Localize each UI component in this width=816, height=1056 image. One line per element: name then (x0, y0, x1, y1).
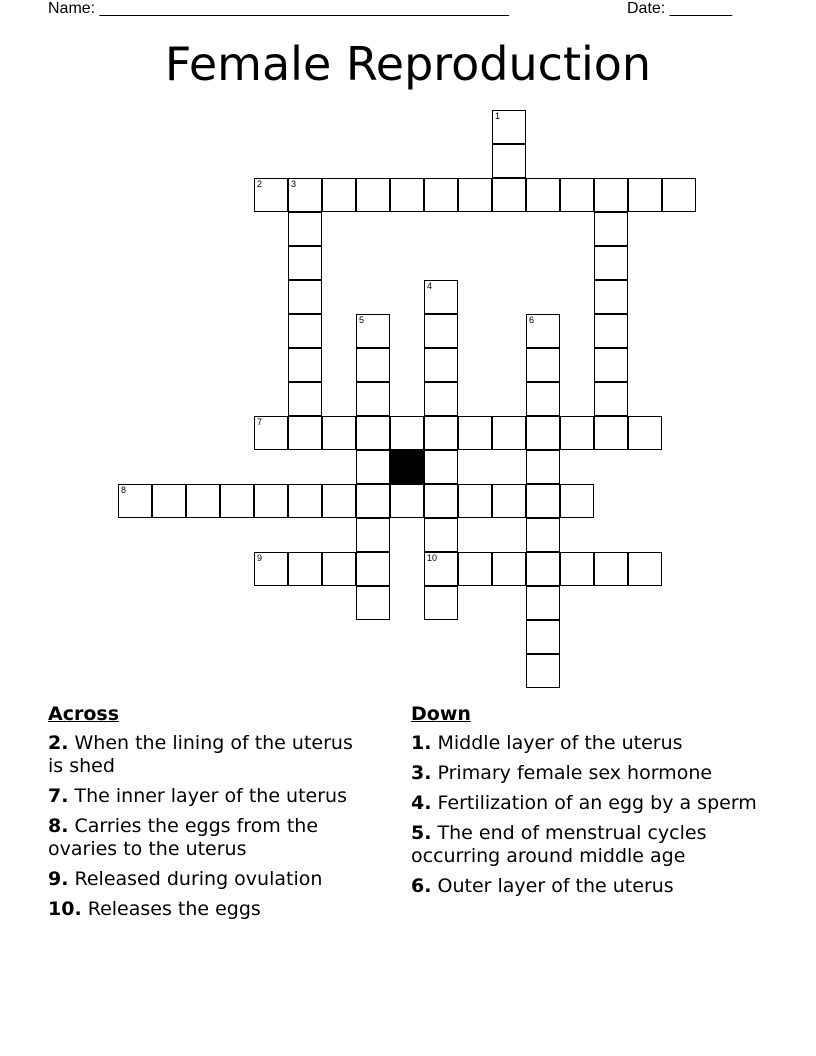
clue-text: Releases the eggs (87, 898, 261, 920)
grid-cell[interactable] (254, 178, 288, 212)
grid-cell[interactable] (356, 586, 390, 620)
clue-text: Fertilization of an egg by a sperm (437, 792, 757, 814)
black-square (390, 450, 424, 484)
grid-cell[interactable] (152, 484, 186, 518)
grid-cell[interactable] (288, 212, 322, 246)
grid-cell[interactable] (492, 178, 526, 212)
grid-cell[interactable] (254, 484, 288, 518)
page-title: Female Reproduction (164, 37, 652, 91)
clue-number-label: 10 (427, 553, 438, 563)
grid-cell[interactable] (526, 552, 560, 586)
grid-cell[interactable] (526, 620, 560, 654)
across-clues (48, 703, 368, 928)
across-clue (48, 732, 368, 778)
grid-cell[interactable] (458, 178, 492, 212)
clue-text: When the lining of the uterus is shed (48, 732, 353, 777)
grid-cell[interactable] (560, 484, 594, 518)
grid-cell[interactable] (424, 586, 458, 620)
grid-cell[interactable] (458, 552, 492, 586)
grid-cell[interactable] (322, 484, 356, 518)
clue-number: 7. (48, 785, 69, 807)
clue-number: 6. (411, 875, 432, 897)
clue-number: 10. (48, 898, 82, 920)
grid-cell[interactable] (254, 552, 288, 586)
grid-cell[interactable] (220, 484, 254, 518)
grid-cell[interactable] (390, 484, 424, 518)
across-clue (48, 898, 368, 921)
grid-cell[interactable] (288, 314, 322, 348)
clue-text: The inner layer of the uterus (74, 785, 347, 807)
grid-cell[interactable] (322, 552, 356, 586)
down-clue (411, 792, 771, 815)
clue-number: 8. (48, 815, 69, 837)
clue-number-label: 7 (257, 417, 263, 427)
clue-number-label: 1 (495, 111, 501, 121)
clue-number-label: 9 (257, 553, 263, 563)
grid-cell[interactable] (628, 416, 662, 450)
clue-text: Outer layer of the uterus (437, 875, 674, 897)
grid-cell[interactable] (628, 178, 662, 212)
clue-number: 4. (411, 792, 432, 814)
grid-cell[interactable] (662, 178, 696, 212)
grid-cell[interactable] (526, 178, 560, 212)
grid-cell[interactable] (356, 518, 390, 552)
grid-cell[interactable] (526, 586, 560, 620)
grid-cell[interactable] (288, 484, 322, 518)
grid-cell[interactable] (492, 552, 526, 586)
down-clue (411, 762, 771, 785)
clue-number-label: 8 (121, 485, 127, 495)
grid-cell[interactable] (118, 484, 152, 518)
grid-cell[interactable] (594, 348, 628, 382)
down-clue (411, 822, 771, 868)
clue-number: 5. (411, 822, 432, 844)
clue-number-label: 3 (291, 179, 297, 189)
grid-cell[interactable] (594, 382, 628, 416)
grid-cell[interactable] (594, 552, 628, 586)
down-clue (411, 732, 771, 755)
grid-cell[interactable] (424, 552, 458, 586)
grid-cell[interactable] (526, 416, 560, 450)
date-field[interactable]: Date: _______ (627, 0, 732, 17)
grid-cell[interactable] (322, 416, 356, 450)
grid-cell[interactable] (594, 246, 628, 280)
grid-cell[interactable] (288, 246, 322, 280)
grid-cell[interactable] (356, 484, 390, 518)
grid-cell[interactable] (288, 178, 322, 212)
grid-cell[interactable] (526, 450, 560, 484)
grid-cell[interactable] (186, 484, 220, 518)
grid-cell[interactable] (526, 382, 560, 416)
grid-cell[interactable] (560, 178, 594, 212)
grid-cell[interactable] (526, 654, 560, 688)
grid-cell[interactable] (390, 416, 424, 450)
grid-cell[interactable] (390, 178, 424, 212)
grid-cell[interactable] (424, 280, 458, 314)
across-clue (48, 785, 368, 808)
grid-cell[interactable] (356, 314, 390, 348)
grid-cell[interactable] (594, 178, 628, 212)
across-clue (48, 868, 368, 891)
grid-cell[interactable] (254, 416, 288, 450)
grid-cell[interactable] (594, 314, 628, 348)
grid-cell[interactable] (492, 484, 526, 518)
down-heading: Down (411, 703, 471, 725)
grid-cell[interactable] (628, 552, 662, 586)
clue-number: 1. (411, 732, 432, 754)
grid-cell[interactable] (356, 348, 390, 382)
clue-text: Released during ovulation (74, 868, 323, 890)
grid-cell[interactable] (356, 382, 390, 416)
grid-cell[interactable] (594, 280, 628, 314)
grid-cell[interactable] (594, 416, 628, 450)
grid-cell[interactable] (356, 552, 390, 586)
clue-text: The end of menstrual cycles occurring around middle age (411, 822, 707, 867)
across-heading: Across (48, 703, 120, 725)
grid-cell[interactable] (424, 484, 458, 518)
down-clues (411, 703, 771, 905)
name-field[interactable]: Name: ______________________________________________ (48, 0, 509, 17)
grid-cell[interactable] (526, 518, 560, 552)
grid-cell[interactable] (492, 144, 526, 178)
clue-text: Carries the eggs from the ovaries to the uterus (48, 815, 319, 860)
clue-number-label: 4 (427, 281, 433, 291)
grid-cell[interactable] (424, 450, 458, 484)
grid-cell[interactable] (560, 416, 594, 450)
grid-cell[interactable] (458, 416, 492, 450)
grid-cell[interactable] (424, 416, 458, 450)
grid-cell[interactable] (288, 416, 322, 450)
grid-cell[interactable] (288, 382, 322, 416)
grid-cell[interactable] (424, 518, 458, 552)
grid-cell[interactable] (526, 484, 560, 518)
clue-text: Middle layer of the uterus (437, 732, 683, 754)
grid-cell[interactable] (288, 280, 322, 314)
clue-text: Primary female sex hormone (437, 762, 713, 784)
across-clue (48, 815, 368, 861)
grid-cell[interactable] (424, 178, 458, 212)
grid-cell[interactable] (424, 382, 458, 416)
grid-cell[interactable] (424, 314, 458, 348)
grid-cell[interactable] (288, 348, 322, 382)
clue-number: 2. (48, 732, 69, 754)
down-clue (411, 875, 771, 898)
clue-number-label: 5 (359, 315, 365, 325)
clue-number-label: 2 (257, 179, 263, 189)
grid-cell[interactable] (492, 416, 526, 450)
grid-cell[interactable] (356, 178, 390, 212)
grid-cell[interactable] (458, 484, 492, 518)
clue-number: 9. (48, 868, 69, 890)
grid-cell[interactable] (492, 110, 526, 144)
grid-cell[interactable] (288, 552, 322, 586)
grid-cell[interactable] (322, 178, 356, 212)
grid-cell[interactable] (424, 348, 458, 382)
clue-number-label: 6 (529, 315, 535, 325)
clue-number: 3. (411, 762, 432, 784)
grid-cell[interactable] (594, 212, 628, 246)
grid-cell[interactable] (356, 416, 390, 450)
grid-cell[interactable] (526, 314, 560, 348)
grid-cell[interactable] (560, 552, 594, 586)
grid-cell[interactable] (356, 450, 390, 484)
grid-cell[interactable] (526, 348, 560, 382)
